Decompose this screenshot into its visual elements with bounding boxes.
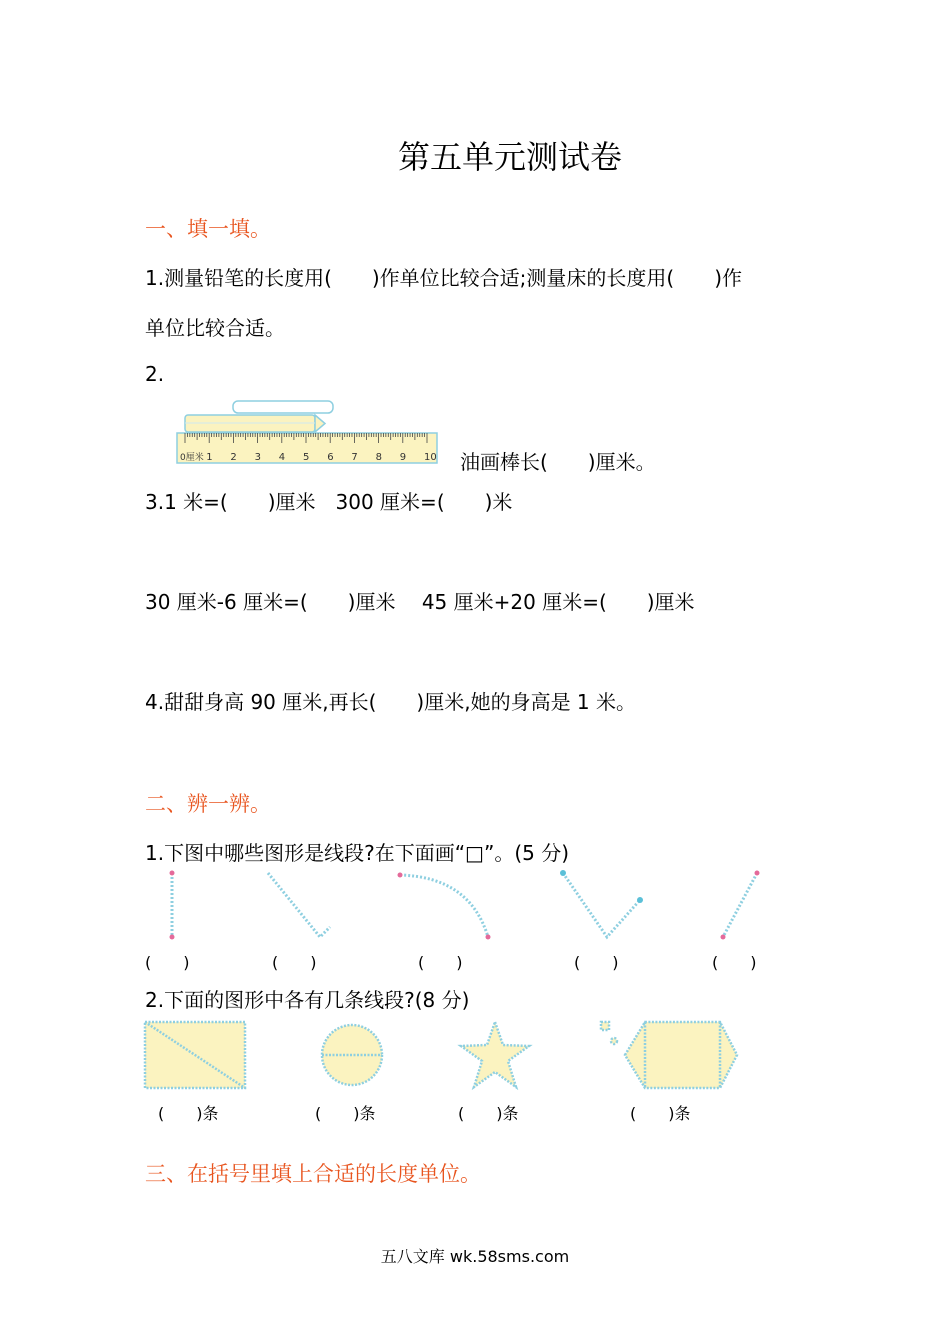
- question-1-2-number: 2.: [145, 362, 165, 386]
- count-blank-1[interactable]: ( )条: [158, 1104, 219, 1123]
- question-1-1-line1: 1.测量铅笔的长度用( )作单位比较合适;测量床的长度用( )作: [145, 266, 743, 290]
- ruler-tick-label: 2: [230, 452, 237, 463]
- endpoints: [170, 870, 760, 940]
- figure-star: [461, 1022, 529, 1087]
- section-1-heading: 一、填一填。: [145, 217, 271, 241]
- line-figures: [140, 865, 790, 950]
- answer-blank-3[interactable]: ( ): [418, 953, 463, 972]
- answer-blank-2[interactable]: ( ): [272, 953, 317, 972]
- ruler-illustration: [175, 395, 440, 465]
- question-1-1-line2: 单位比较合适。: [145, 316, 285, 340]
- ruler-tick-label: 9: [399, 452, 407, 463]
- figure-slant-segment: [723, 873, 757, 937]
- footer-watermark: 五八文库 wk.58sms.com: [380, 1247, 570, 1266]
- answer-blank-4[interactable]: ( ): [574, 953, 619, 972]
- crayon: [185, 401, 333, 432]
- ruler-tick-label: 8: [375, 452, 382, 463]
- answer-blank-1[interactable]: ( ): [145, 953, 190, 972]
- ruler-tick-label: 5: [303, 452, 310, 463]
- question-1-2-text: 油画棒长( )厘米。: [460, 450, 656, 474]
- ruler-tick-label: 1: [206, 452, 213, 463]
- ruler-tick-label: 3: [254, 452, 261, 463]
- count-blank-3[interactable]: ( )条: [458, 1104, 519, 1123]
- question-2-2: 2.下面的图形中各有几条线段?(8 分): [145, 988, 470, 1012]
- section-2-heading: 二、辨一辨。: [145, 792, 271, 816]
- ruler-tick-label: 7: [351, 452, 358, 463]
- ruler-unit-label: 0厘米: [180, 453, 204, 463]
- question-1-3-line2: 30 厘米-6 厘米=( )厘米 45 厘米+20 厘米=( )厘米: [145, 590, 695, 614]
- question-2-1: 1.下图中哪些图形是线段?在下面画“□”。(5 分): [145, 841, 570, 865]
- section-3-heading: 三、在括号里填上合适的长度单位。: [145, 1162, 481, 1186]
- figure-hexagon: [625, 1022, 737, 1088]
- count-blank-2[interactable]: ( )条: [315, 1104, 376, 1123]
- figure-bent-line: [268, 873, 330, 937]
- question-1-4: 4.甜甜身高 90 厘米,再长( )厘米,她的身高是 1 米。: [145, 690, 637, 714]
- figure-rectangle-diagonal: [145, 1022, 245, 1088]
- ruler-tick-label: 6: [327, 452, 334, 463]
- ruler-tick-label: 4: [278, 452, 286, 463]
- count-blank-4[interactable]: ( )条: [630, 1104, 691, 1123]
- figure-angle: [563, 873, 640, 937]
- question-1-3-line1: 3.1 米=( )厘米 300 厘米=( )米: [145, 490, 513, 514]
- answer-blank-5[interactable]: ( ): [712, 953, 757, 972]
- shape-figures: [140, 1015, 750, 1095]
- figure-arc: [400, 875, 488, 937]
- ruler-tick-label: 10: [424, 452, 437, 463]
- figure-circle-line: [322, 1025, 382, 1085]
- page-title: 第五单元测试卷: [397, 138, 622, 176]
